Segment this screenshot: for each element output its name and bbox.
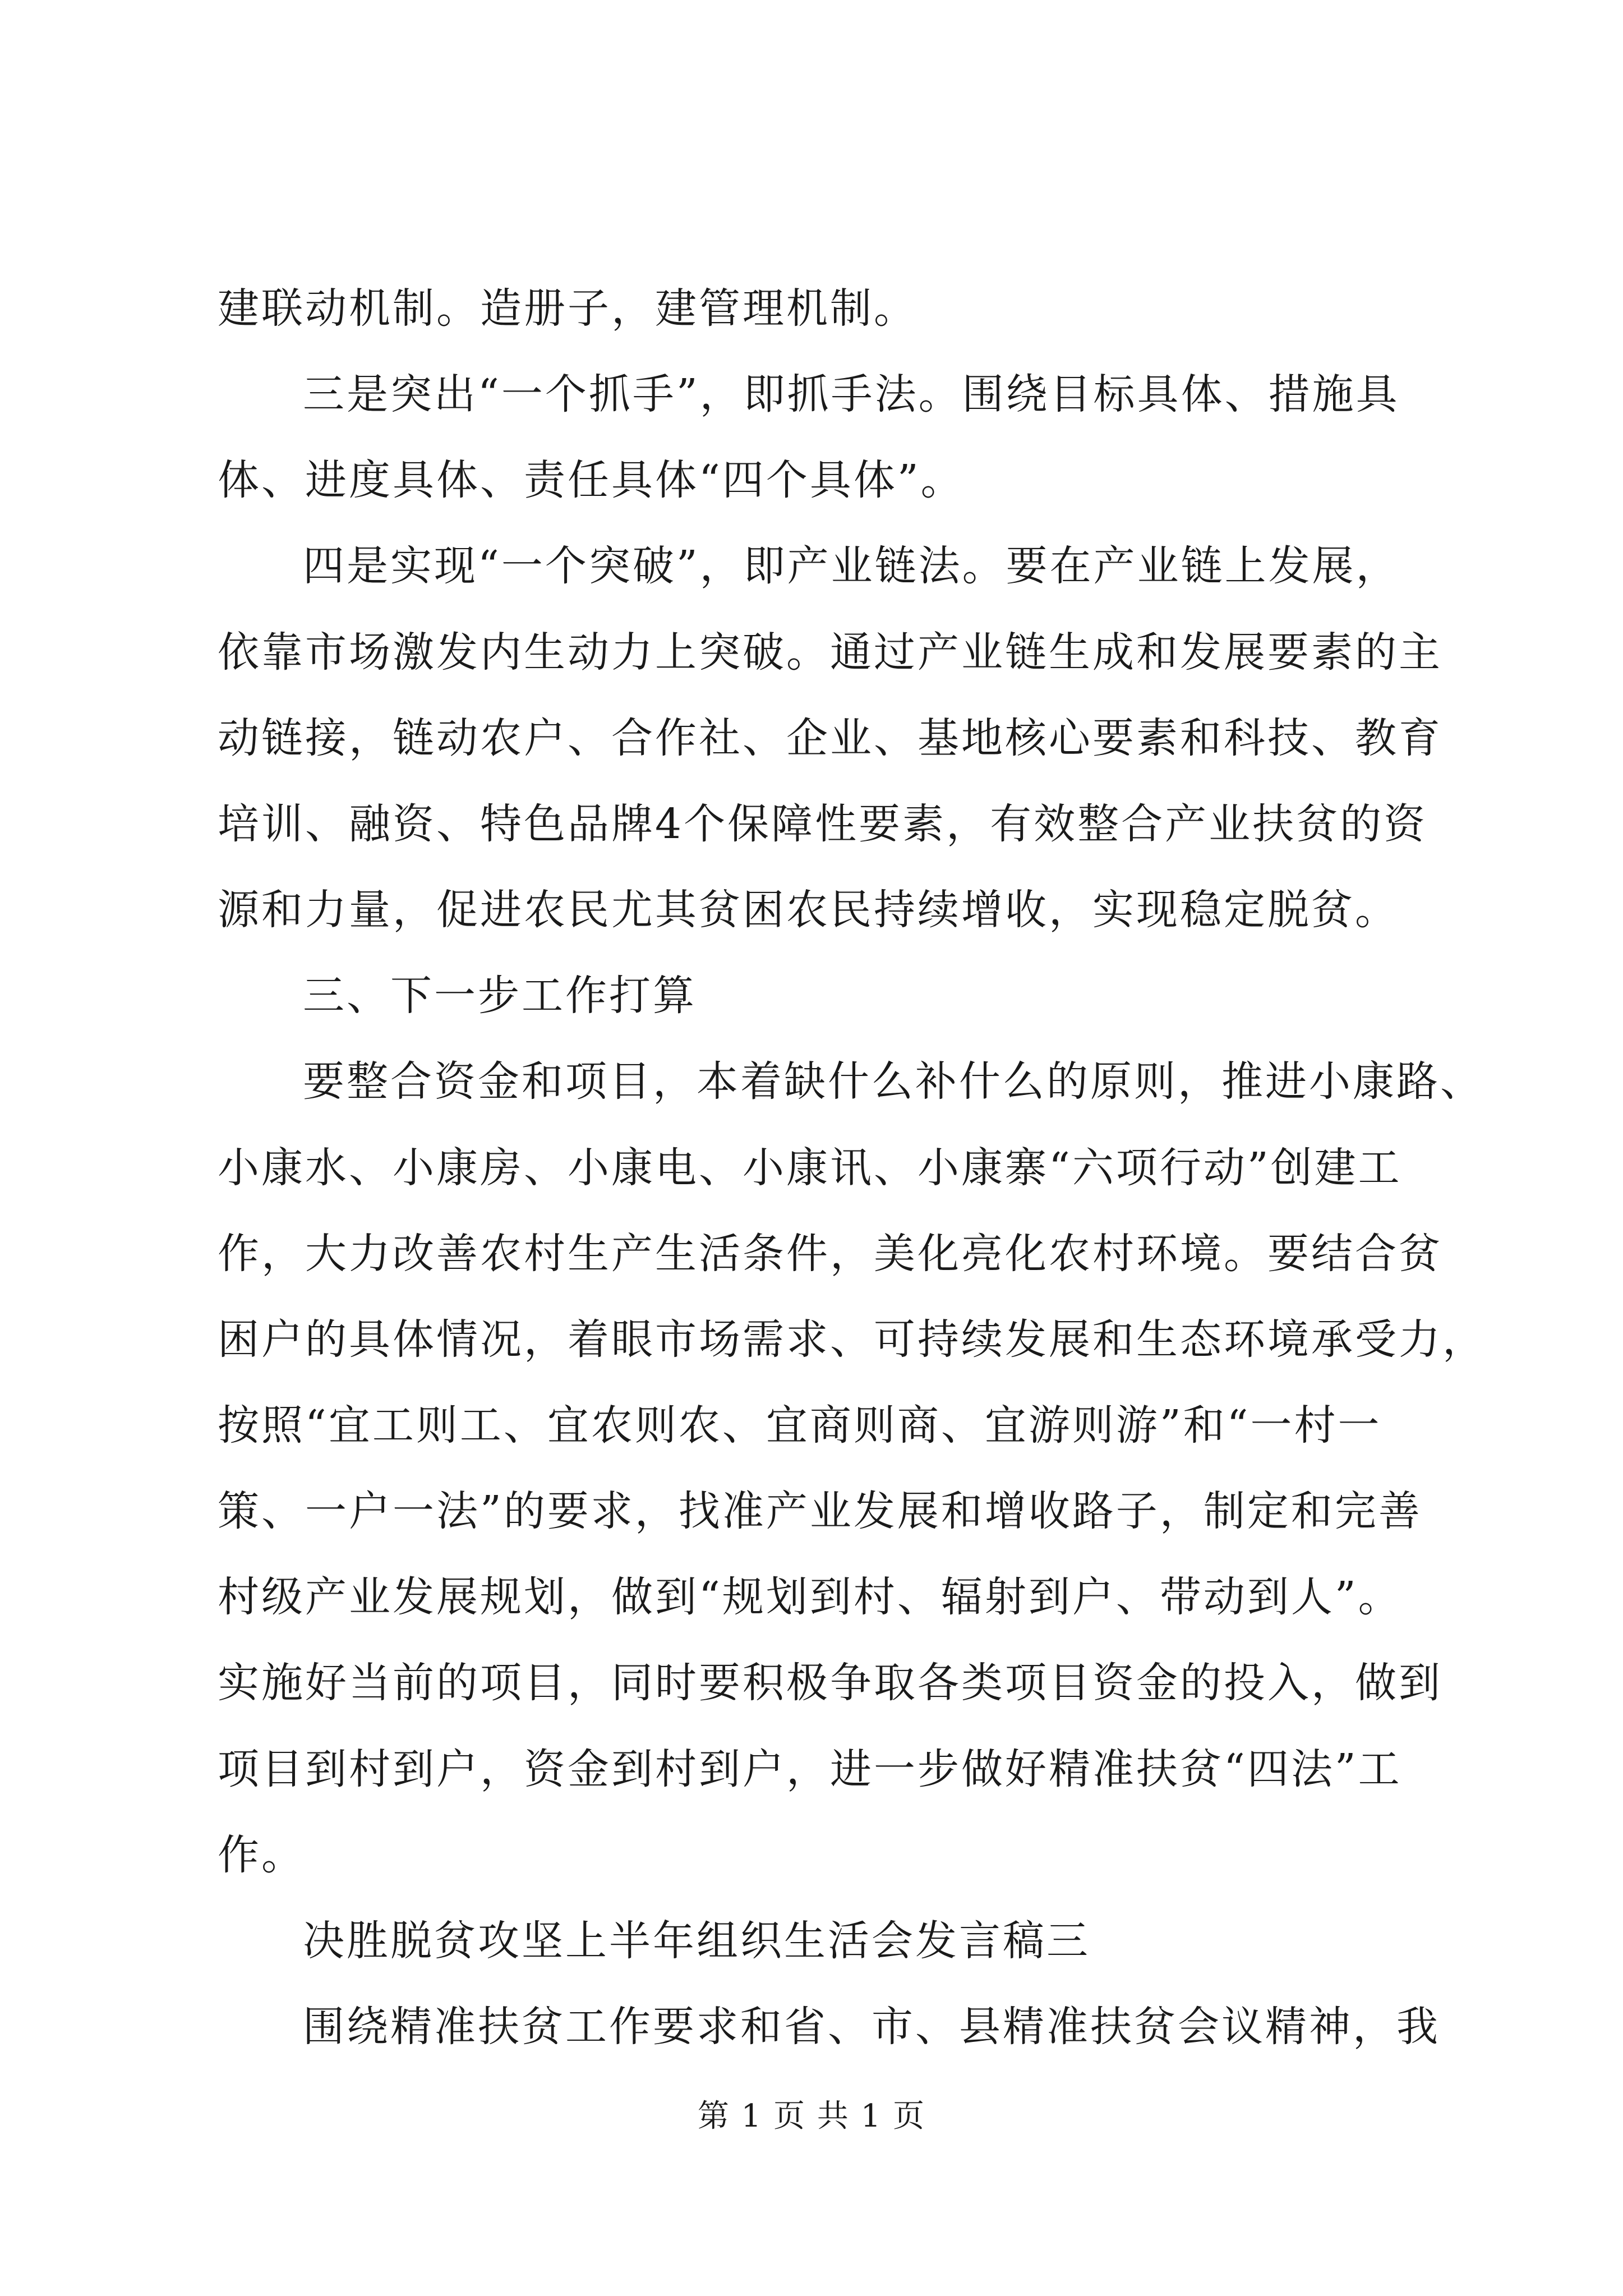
text-line: 源和力量，促进农民尤其贫困农民持续增收，实现稳定脱贫。 (218, 886, 1399, 934)
text-line: 体、进度具体、责任具体“四个具体”。 (218, 456, 965, 504)
text-line: 作，大力改善农村生产生活条件，美化亮化农村环境。要结合贫 (218, 1230, 1442, 1278)
text-line: 三是突出“一个抓手”，即抓手法。围绕目标具体、措施具 (303, 370, 1400, 418)
text-line: 作。 (218, 1831, 305, 1879)
text-line: 依靠市场激发内生动力上突破。通过产业链生成和发展要素的主 (218, 628, 1442, 677)
text-line: 围绕精准扶贫工作要求和省、市、县精准扶贫会议精神，我 (303, 2003, 1440, 2051)
text-line: 村级产业发展规划，做到“规划到村、辐射到户、带动到人”。 (218, 1573, 1402, 1621)
page-footer: 第 1 页 共 1 页 (697, 2098, 926, 2134)
section-heading: 三、下一步工作打算 (303, 972, 697, 1020)
text-line: 困户的具体情况，着眼市场需求、可持续发展和生态环境承受力， (218, 1315, 1486, 1364)
text-line: 培训、融资、特色品牌4个保障性要素，有效整合产业扶贫的资 (218, 800, 1428, 848)
text-line: 按照“宜工则工、宜农则农、宜商则商、宜游则游”和“一村一 (218, 1401, 1382, 1450)
document-subtitle: 决胜脱贫攻坚上半年组织生活会发言稿三 (303, 1917, 1090, 1965)
text-line: 动链接，链动农户、合作社、企业、基地核心要素和科技、教育 (218, 714, 1442, 762)
text-line: 实施好当前的项目，同时要积极争取各类项目资金的投入，做到 (218, 1659, 1442, 1707)
text-line: 四是实现“一个突破”，即产业链法。要在产业链上发展， (303, 542, 1400, 590)
text-line: 项目到村到户，资金到村到户，进一步做好精准扶贫“四法”工 (218, 1745, 1402, 1793)
text-line: 小康水、小康房、小康电、小康讯、小康寨“六项行动”创建工 (218, 1144, 1402, 1192)
text-line: 策、一户一法”的要求，找准产业发展和增收路子，制定和完善 (218, 1487, 1422, 1535)
text-line: 要整合资金和项目，本着缺什么补什么的原则，推进小康路、 (303, 1057, 1484, 1106)
text-line: 建联动机制。造册子，建管理机制。 (218, 284, 917, 333)
